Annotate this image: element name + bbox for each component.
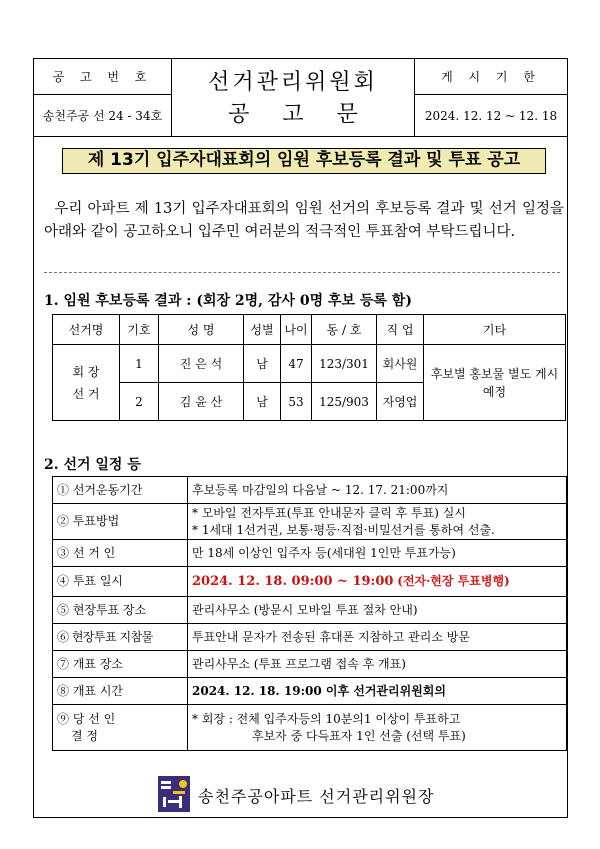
schedule-value: 관리사무소 (투표 프로그램 접속 후 개표) [188, 651, 567, 678]
count-note: 이후 선거관리위원회의 [325, 683, 446, 698]
schedule-table [52, 476, 567, 751]
period-label: 게 시 기 한 [415, 59, 568, 95]
table-row [53, 567, 567, 597]
schedule-value: 만 18세 이상인 입주자 등(세대원 1인만 투표가능) [188, 540, 567, 567]
col-header: 성 명 [159, 315, 244, 345]
notice-number: 송천주공 선 24 - 34호 [34, 95, 172, 137]
table-row [53, 651, 567, 678]
candidate-name: 진 은 석 [159, 345, 244, 383]
col-header: 동 / 호 [312, 315, 377, 345]
schedule-key: ⑤ 현장투표 장소 [53, 597, 188, 624]
section2-heading: 2. 선거 일정 등 [44, 457, 141, 473]
table-row [53, 504, 567, 540]
candidate-table [52, 314, 566, 421]
intro-paragraph: 우리 아파트 제 13기 입주자대표회의 임원 선거의 후보등록 결과 및 선거 일정을 아래와 같이 공고하오니 입주민 여러분의 적극적인 투표참여 부탁드립니다. [44, 201, 564, 240]
schedule-key: ④ 투표 일시 [53, 567, 188, 597]
col-header: 기호 [120, 315, 159, 345]
candidate-age: 53 [281, 383, 312, 421]
candidate-name: 김 윤 산 [159, 383, 244, 421]
candidate-unit: 123/301 [312, 345, 377, 383]
ttarachae-logo [158, 776, 190, 812]
notice-title-cell [171, 59, 414, 137]
voting-method-line: * 모바일 전자투표(투표 안내문자 클릭 후 투표) 실시 [192, 505, 466, 520]
col-header: 직 업 [377, 315, 424, 345]
schedule-key: ③ 선 거 인 [53, 540, 188, 567]
table-row [53, 345, 566, 383]
dashed-divider [44, 272, 560, 273]
schedule-key: ⑥ 현장투표 지참물 [53, 624, 188, 651]
col-header: 나이 [281, 315, 312, 345]
table-row [53, 540, 567, 567]
committee-name: 선거관리위원회 [208, 69, 378, 95]
schedule-value [188, 504, 567, 540]
schedule-value [188, 567, 567, 597]
table-row [53, 678, 567, 705]
schedule-value: 투표안내 문자가 전송된 휴대폰 지참하고 관리소 방문 [188, 624, 567, 651]
vote-datetime: 2024. 12. 18. 09:00 ~ 19:00 [192, 574, 394, 589]
candidate-note: 후보별 홍보물 별도 게시 예정 [424, 345, 566, 421]
table-row [53, 624, 567, 651]
logo-art [158, 776, 190, 812]
candidate-unit: 125/903 [312, 383, 377, 421]
signature-block [158, 776, 458, 812]
schedule-key [53, 705, 188, 751]
schedule-key-line: ⑨ 당 선 인 [57, 711, 116, 726]
table-row [53, 597, 567, 624]
schedule-value [188, 705, 567, 751]
schedule-key: ① 선거운동기간 [53, 477, 188, 504]
schedule-value: 관리사무소 (방문시 모바일 투표 절차 안내) [188, 597, 567, 624]
vote-mode: (전자·현장 투표병행) [397, 574, 510, 588]
count-datetime: 2024. 12. 18. 19:00 [192, 683, 322, 698]
schedule-key: ⑦ 개표 장소 [53, 651, 188, 678]
notice-word: 공 고 문 [228, 101, 358, 127]
col-header: 기타 [424, 315, 566, 345]
candidate-job: 회사원 [377, 345, 424, 383]
candidate-header-row [53, 315, 566, 345]
posting-period: 2024. 12. 12 ~ 12. 18 [415, 95, 568, 137]
candidate-sex: 남 [244, 345, 281, 383]
table-row [53, 477, 567, 504]
col-header: 선거명 [53, 315, 120, 345]
schedule-key-line: 결 정 [71, 728, 98, 743]
table-row [53, 705, 567, 751]
winner-rule-line: * 회장 : 전체 입주자등의 10분의1 이상이 투표하고 [192, 711, 461, 726]
winner-rule-line: 후보자 중 다득표자 1인 선출 (선택 투표) [252, 728, 466, 743]
document-title: 제 13기 입주자대표회의 임원 후보등록 결과 및 투표 공고 [62, 148, 546, 174]
candidate-no: 2 [120, 383, 159, 421]
candidate-no: 1 [120, 345, 159, 383]
schedule-key: ② 투표방법 [53, 504, 188, 540]
col-header: 성별 [244, 315, 281, 345]
committee-chair: 송천주공아파트 선거관리위원장 [198, 787, 435, 806]
notice-no-label: 공 고 번 호 [34, 59, 172, 95]
voting-method-line: * 1세대 1선거권, 보통·평등·직접·비밀선거를 통하여 선출. [192, 522, 495, 537]
candidate-age: 47 [281, 345, 312, 383]
election-name: 회 장 선 거 [53, 345, 120, 421]
candidate-sex: 남 [244, 383, 281, 421]
schedule-value: 후보등록 마감일의 다음날 ~ 12. 17. 21:00까지 [188, 477, 567, 504]
notice-header [33, 58, 568, 137]
section1-heading: 1. 임원 후보등록 결과 : (회장 2명, 감사 0명 후보 등록 함) [44, 293, 412, 309]
schedule-key: ⑧ 개표 시간 [53, 678, 188, 705]
candidate-job: 자영업 [377, 383, 424, 421]
schedule-value [188, 678, 567, 705]
